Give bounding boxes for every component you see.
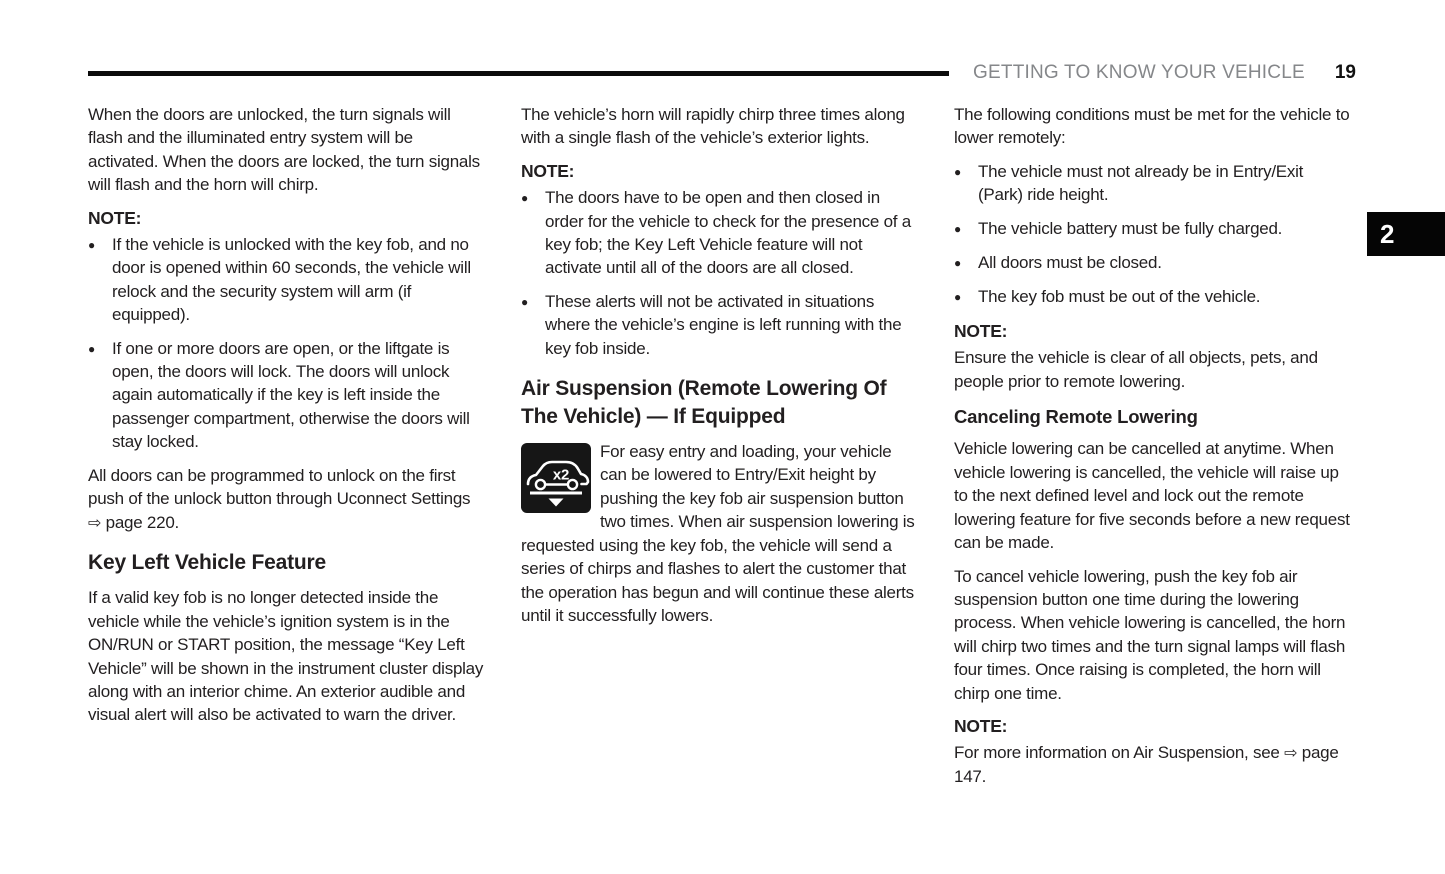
page-body (88, 103, 1352, 798)
header-rule (88, 71, 949, 76)
arrow-right-icon: ⇨ (1284, 743, 1298, 763)
air-suspension-lower-x2-icon (521, 443, 591, 513)
column-2 (521, 103, 919, 798)
note-label: NOTE: (521, 160, 575, 181)
bullet-icon: ● (954, 256, 961, 271)
sub-heading-canceling-remote-lowering: Canceling Remote Lowering (954, 406, 1198, 428)
bullet-icon: ● (954, 221, 961, 236)
note-text: Ensure the vehicle is clear of all objects, pets, and people prior to remote lowering. (954, 348, 1318, 391)
bullet-list (88, 233, 486, 454)
bullet-icon: ● (521, 294, 528, 309)
bullet-icon: ● (88, 341, 95, 356)
page-header (88, 60, 1356, 86)
bullet-list (521, 186, 919, 360)
list-item (88, 337, 486, 454)
bullet-text: The vehicle battery must be fully charged. (978, 218, 1283, 238)
paragraph (88, 464, 486, 534)
bullet-list (954, 160, 1352, 310)
paragraph: Vehicle lowering can be cancelled at anytime. When vehicle lowering is cancelled, the vehicle will raise up to the next defined level and lock out the remote lowering feature for five seconds before a new request can be made. (954, 439, 1350, 553)
bullet-text: If one or more doors are open, or the liftgate is open, the doors will lock. The doors will unlock again automatically if the key is left inside the passenger compartment, otherwise the doors will stay locked. (112, 338, 470, 452)
arrow-right-icon: ⇨ (88, 512, 102, 532)
page-link-text: page 147. (954, 743, 1339, 786)
page-number: 19 (1334, 62, 1356, 83)
bullet-icon: ● (954, 290, 961, 305)
paragraph: The following conditions must be met for the vehicle to lower remotely: (954, 105, 1350, 148)
section-heading-air-suspension: Air Suspension (Remote Lowering Of The Vehicle) — If Equipped (521, 377, 887, 428)
paragraph-text: For easy entry and loading, your vehicle can be lowered to Entry/Exit height by pushing the key fob air suspension button two times. When air suspension lowering is requested using the key fob, the vehicle will send a series of chirps and flashes to alert the customer that the operation has begun and will continue these alerts until it successfully lowers. (521, 442, 915, 625)
paragraph-text: All doors can be programmed to unlock on the first push of the unlock button through Uconnect Settings (88, 465, 471, 509)
list-item (88, 233, 486, 327)
note-text-part: For more information on Air Suspension, see (954, 743, 1280, 763)
list-item (954, 217, 1352, 241)
list-item (954, 285, 1352, 309)
paragraph: When the doors are unlocked, the turn signals will flash and the illuminated entry system will be activated. When the doors are locked, the turn signals will flash and the horn will chirp. (88, 105, 480, 195)
paragraph-with-icon (521, 440, 919, 627)
icon-x2-label: x2 (552, 466, 570, 484)
list-item (521, 290, 919, 360)
bullet-icon: ● (954, 164, 961, 179)
note-label: NOTE: (954, 715, 1008, 736)
note-text (954, 741, 1352, 788)
chapter-edge-tab: 2 (1367, 212, 1445, 256)
column-3 (954, 103, 1352, 798)
section-heading-key-left-vehicle: Key Left Vehicle Feature (88, 550, 326, 574)
bullet-text: The vehicle must not already be in Entry/Exit (Park) ride height. (978, 161, 1304, 205)
page-link-text: page 220. (105, 512, 180, 532)
bullet-icon: ● (521, 191, 528, 206)
note-label: NOTE: (88, 207, 142, 228)
chapter-title: GETTING TO KNOW YOUR VEHICLE (973, 62, 1305, 83)
page-cross-reference[interactable] (88, 513, 179, 532)
list-item (521, 186, 919, 280)
paragraph: If a valid key fob is no longer detected inside the vehicle while the vehicle’s ignition system is in the ON/RUN or START position, the message “Key Left Vehicle” will be shown in the instrument cluster display along with an interior chime. An exterior audible and visual alert will also be activated to warn the driver. (88, 588, 484, 725)
note-label: NOTE: (954, 320, 1008, 341)
bullet-text: The doors have to be open and then closed in order for the vehicle to check for the presence of a key fob; the Key Left Vehicle feature will not activate until all of the doors are all closed. (545, 188, 911, 278)
bullet-text: The key fob must be out of the vehicle. (978, 287, 1261, 307)
bullet-text: These alerts will not be activated in situations where the vehicle’s engine is left running with the key fob inside. (545, 291, 902, 358)
bullet-text: If the vehicle is unlocked with the key fob, and no door is opened within 60 seconds, the vehicle will relock and the security system will arm (if equipped). (112, 235, 471, 325)
bullet-text: All doors must be closed. (978, 253, 1162, 273)
paragraph: To cancel vehicle lowering, push the key fob air suspension button one time during the lowering process. When vehicle lowering is cancelled, the horn will chirp two times and the turn signal lamps will flash four times. Once raising is completed, the horn will chirp one time. (954, 566, 1346, 703)
list-item (954, 160, 1352, 207)
paragraph: The vehicle’s horn will rapidly chirp three times along with a single flash of the vehicle’s exterior lights. (521, 105, 905, 148)
bullet-icon: ● (88, 238, 95, 253)
list-item (954, 251, 1352, 275)
column-1 (88, 103, 486, 798)
